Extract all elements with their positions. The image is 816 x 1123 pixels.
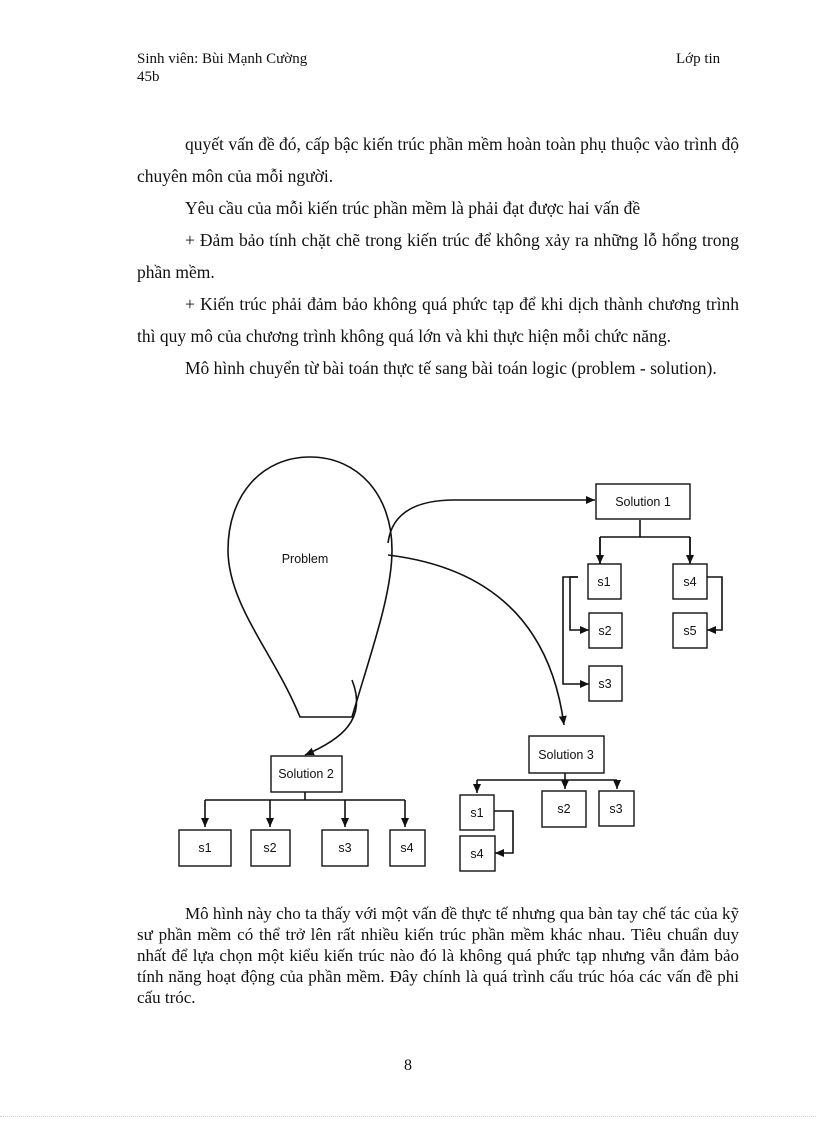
solution2-s1-label: s1 bbox=[198, 841, 212, 855]
solution1-s3-label: s3 bbox=[598, 677, 612, 691]
solution2-s3-label: s3 bbox=[338, 841, 352, 855]
solution2-label: Solution 2 bbox=[278, 767, 334, 781]
arrow-s1-s2 bbox=[570, 577, 589, 630]
paragraph-6: Mô hình này cho ta thấy với một vấn đề thực tế nhưng qua bàn tay chế tác của kỹ sư phần mềm có thể trở lên rất nhiều kiến trúc phần mềm khác nhau. Tiêu chuẩn duy nhất để lựa chọn một kiểu kiến trúc nào đó là không quá phức tạp nhưng vẫn đảm bảo tính năng hoạt động của phần mềm. Đây chính là quá trình cấu trúc hóa các vấn đề phi cấu tróc. bbox=[137, 904, 739, 1007]
solution1-label: Solution 1 bbox=[615, 495, 671, 509]
solution3-s2-label: s2 bbox=[557, 802, 571, 816]
page-number: 8 bbox=[404, 1057, 412, 1074]
paragraph-5: Mô hình chuyển từ bài toán thực tế sang bài toán logic (problem - solution). bbox=[185, 358, 717, 378]
paragraph-4: + Kiến trúc phải đảm bảo không quá phức tạp để khi dịch thành chương trình thì quy mô của chương trình không quá lớn và khi thực hiện mỗi chức năng. bbox=[137, 294, 739, 346]
arrow-s4-s5 bbox=[707, 577, 722, 630]
header-class-label: Lớp tin bbox=[676, 51, 721, 67]
solution2-s4-label: s4 bbox=[400, 841, 414, 855]
paragraph-3: + Đảm bảo tính chặt chẽ trong kiến trúc để không xảy ra những lỗ hổng trong phần mềm. bbox=[137, 230, 739, 282]
header-student bbox=[137, 50, 367, 86]
body-text-lower bbox=[137, 903, 739, 1008]
solution1-s1-label: s1 bbox=[597, 575, 611, 589]
arrow-problem-solution3 bbox=[388, 555, 564, 725]
problem-label: Problem bbox=[281, 552, 329, 566]
solution3-s4-label: s4 bbox=[470, 847, 484, 861]
arrow-s3-s1-s4 bbox=[494, 811, 513, 853]
page-bottom-divider bbox=[0, 1116, 816, 1117]
body-text-upper bbox=[137, 128, 739, 384]
solution3-s3-label: s3 bbox=[609, 802, 623, 816]
header-student-name: Sinh viên: Bùi Mạnh Cường bbox=[137, 51, 308, 67]
solution3-s1-label: s1 bbox=[470, 806, 484, 820]
paragraph-1: quyết vấn đề đó, cấp bậc kiến trúc phần mềm hoàn toàn phụ thuộc vào trình độ chuyên môn của mỗi người. bbox=[137, 134, 739, 186]
arrow-problem-solution1 bbox=[388, 500, 595, 543]
problem-shape bbox=[228, 457, 392, 717]
solution1-s4-label: s4 bbox=[683, 575, 697, 589]
solution2-s2-label: s2 bbox=[263, 841, 277, 855]
solution1-s2-label: s2 bbox=[598, 624, 612, 638]
solution3-label: Solution 3 bbox=[538, 748, 594, 762]
problem-solution-diagram bbox=[0, 455, 816, 875]
solution1-s5-label: s5 bbox=[683, 624, 697, 638]
header-class-suffix: 45b bbox=[137, 69, 160, 85]
paragraph-2: Yêu cầu của mỗi kiến trúc phần mềm là phải đạt được hai vấn đề bbox=[185, 198, 641, 218]
